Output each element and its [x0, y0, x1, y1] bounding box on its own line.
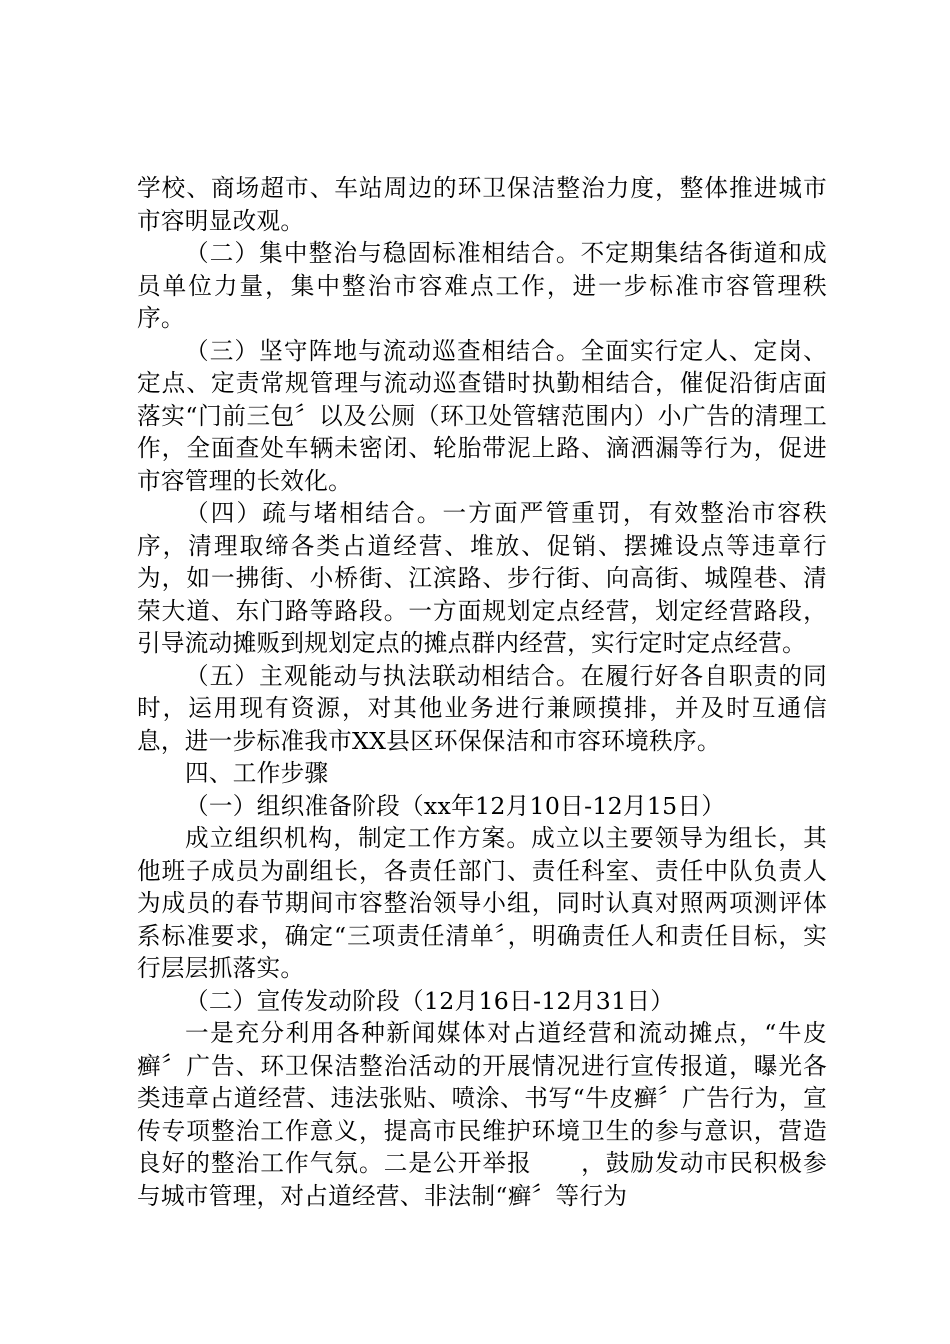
subheading-publicity-stage: （二）宣传发动阶段（12月16日-12月31日）	[185, 986, 675, 1015]
paragraph-5: （五）主观能动与执法联动相结合。在履行好各自职责的同时，运用现有资源，对其他业务进行兼顾摸排，并及时互通信息，进一步标准我市XX县区环保保洁和市容环境秩序。	[137, 661, 827, 755]
paragraph-1: 学校、商场超市、车站周边的环卫保洁整治力度，整体推进城市市容明显改观。	[137, 174, 827, 235]
subheading-preparation-stage: （一）组织准备阶段（xx年12月10日-12月15日）	[185, 791, 726, 820]
document-page	[137, 172, 827, 1212]
paragraph-3: （三）坚守阵地与流动巡查相结合。全面实行定人、定岗、定点、定责常规管理与流动巡查错时执勤相结合，催促沿街店面落实“门前三包〞以及公厕（环卫处管辖范围内）小广告的清理工作，全面查处车辆未密闭、轮胎带泥上路、滴洒漏等行为，促进市容管理的长效化。	[137, 336, 827, 495]
section-heading-work-steps: 四、工作步骤	[185, 759, 329, 787]
paragraph-6: 成立组织机构，制定工作方案。成立以主要领导为组长，其他班子成员为副组长，各责任部门、责任科室、责任中队负责人为成员的春节期间市容整治领导小组，同时认真对照两项测评体系标准要求，确定“三项责任清单〞，明确责任人和责任目标，实行层层抓落实。	[137, 824, 827, 982]
paragraph-2: （二）集中整治与稳固标准相结合。不定期集结各街道和成员单位力量，集中整治市容难点工作，进一步标准市容管理秩序。	[137, 239, 827, 332]
paragraph-7: 一是充分利用各种新闻媒体对占道经营和流动摊点，“牛皮癣〞广告、环卫保洁整治活动的开展情况进行宣传报道，曝光各类违章占道经营、违法张贴、喷涂、书写“牛皮癣〞广告行为，宣传专项整治工作意义，提高市民维护环境卫生的参与意识，营造良好的整治工作气氛。二是公开举报 ，鼓励发动市民积极参与城市管理，对占道经营、非法制“癣〞等行为	[137, 1019, 827, 1210]
paragraph-4: （四）疏与堵相结合。一方面严管重罚，有效整治市容秩序，清理取缔各类占道经营、堆放、促销、摆摊设点等违章行为，如一拂街、小桥街、江滨路、步行街、向高街、城隍巷、清荣大道、东门路等路段。一方面规划定点经营，划定经营路段，引导流动摊贩到规划定点的摊点群内经营，实行定时定点经营。	[137, 499, 827, 657]
